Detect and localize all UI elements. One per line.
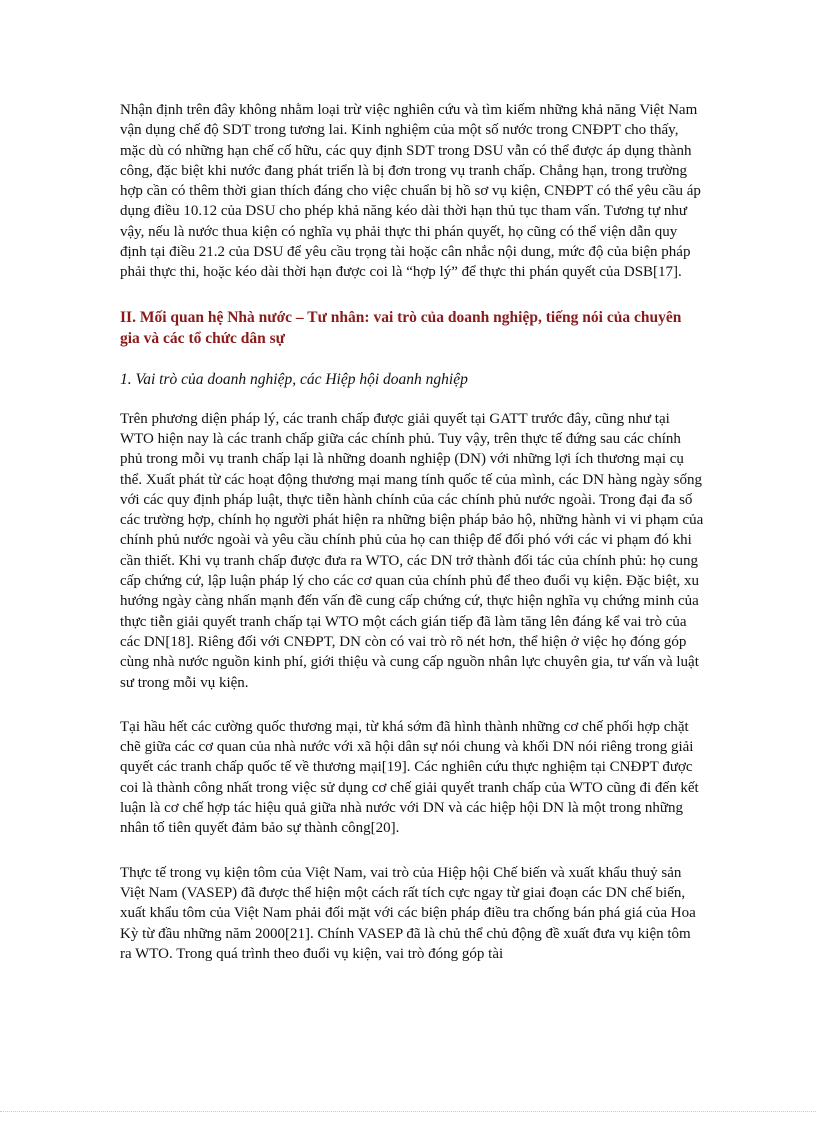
page-bottom-divider — [0, 1111, 816, 1112]
paragraph-3: Tại hầu hết các cường quốc thương mại, từ khá sớm đã hình thành những cơ chế phối hợp chặt chẽ giữa các cơ quan của nhà nước với xã hội dân sự nói chung và khối DN nói riêng trong giải quyết các tranh chấp quốc tế về thương mại[19]. Các nghiên cứu thực nghiệm tại CNĐPT được coi là thành công nhất trong việc sử dụng cơ chế giải quyết tranh chấp của WTO cũng đi đến kết luận là cơ chế hợp tác hiệu quả giữa nhà nước với DN và các hiệp hội DN là một trong những nhân tố tiên quyết đảm bảo sự thành công[20]. — [120, 718, 699, 837]
paragraph-1: Nhận định trên đây không nhằm loại trừ việc nghiên cứu và tìm kiếm những khả năng Việt Nam vận dụng chế độ SDT trong tương lai. Kinh nghiệm của một số nước trong CNĐPT cho thấy, mặc dù có những hạn chế cố hữu, các quy định SDT trong DSU vẫn có thể được áp dụng thành công, đặc biệt khi nước đang phát triển là bị đơn trong vụ tranh chấp. Chẳng hạn, trong trường hợp cần có thêm thời gian thích đáng cho việc chuẩn bị hồ sơ vụ kiện, CNĐPT có thể yêu cầu áp dụng điều 10.12 của DSU cho phép khả năng kéo dài thời hạn thủ tục tham vấn. Tương tự như vậy, nếu là nước thua kiện có nghĩa vụ phải thực thi phán quyết, họ cũng có thể viện dẫn quy định tại điều 21.2 của DSU để yêu cầu trọng tài hoặc cân nhắc nội dung, mức độ của biện pháp phải thực thi, hoặc kéo dài thời hạn được coi là “hợp lý” để thực thi phán quyết của DSB[17]. — [120, 102, 701, 281]
paragraph-4: Thực tế trong vụ kiện tôm của Việt Nam, vai trò của Hiệp hội Chế biến và xuất khẩu thuỷ sản Việt Nam (VASEP) đã được thể hiện một cách rất tích cực ngay từ giai đoạn các DN chế biến, xuất khẩu tôm của Việt Nam phải đối mặt với các biện pháp điều tra chống bán phá giá của Hoa Kỳ từ đầu những năm 2000[21]. Chính VASEP đã là chủ thể chủ động đề xuất đưa vụ kiện tôm ra WTO. Trong quá trình theo đuổi vụ kiện, vai trò đóng góp tài — [120, 864, 696, 962]
subsection-heading: 1. Vai trò của doanh nghiệp, các Hiệp hội doanh nghiệp — [120, 370, 468, 388]
section-heading: II. Mối quan hệ Nhà nước – Tư nhân: vai trò của doanh nghiệp, tiếng nói của chuyên gia và các tổ chức dân sự — [120, 308, 682, 347]
paragraph-2: Trên phương diện pháp lý, các tranh chấp được giải quyết tại GATT trước đây, cũng như tại WTO hiện nay là các tranh chấp giữa các chính phủ. Tuy vậy, trên thực tế đứng sau các chính phủ trong mỗi vụ tranh chấp lại là những doanh nghiệp (DN) với những lợi ích thương mại cụ thể. Xuất phát từ các hoạt động thương mại mang tính quốc tế của mình, các DN hàng ngày sống với các quy định pháp luật, thực tiễn hành chính của các chính phủ nước ngoài. Trong đại đa số các trường hợp, chính họ người phát hiện ra những biện pháp bảo hộ, những hành vi vi phạm của chính phủ nước ngoài và yêu cầu chính phủ của họ can thiệp để đối phó với các vi phạm đó khi cần thiết. Khi vụ tranh chấp được đưa ra WTO, các DN trở thành đối tác của chính phủ: họ cung cấp chứng cứ, lập luận pháp lý cho các cơ quan của chính phủ để theo đuổi vụ kiện. Đặc biệt, xu hướng ngày càng nhấn mạnh đến vấn đề cung cấp chứng cứ, thực hiện nghĩa vụ chứng minh của thực tiễn giải quyết tranh chấp tại WTO một cách gián tiếp đã làm tăng lên đáng kể vai trò của các DN[18]. Riêng đối với CNĐPT, DN còn có vai trò rõ nét hơn, thể hiện ở việc họ đóng góp cùng nhà nước nguồn kinh phí, giới thiệu và cung cấp nguồn nhân lực chuyên gia, tư vấn và luật sư trong mỗi vụ kiện. — [120, 410, 704, 691]
